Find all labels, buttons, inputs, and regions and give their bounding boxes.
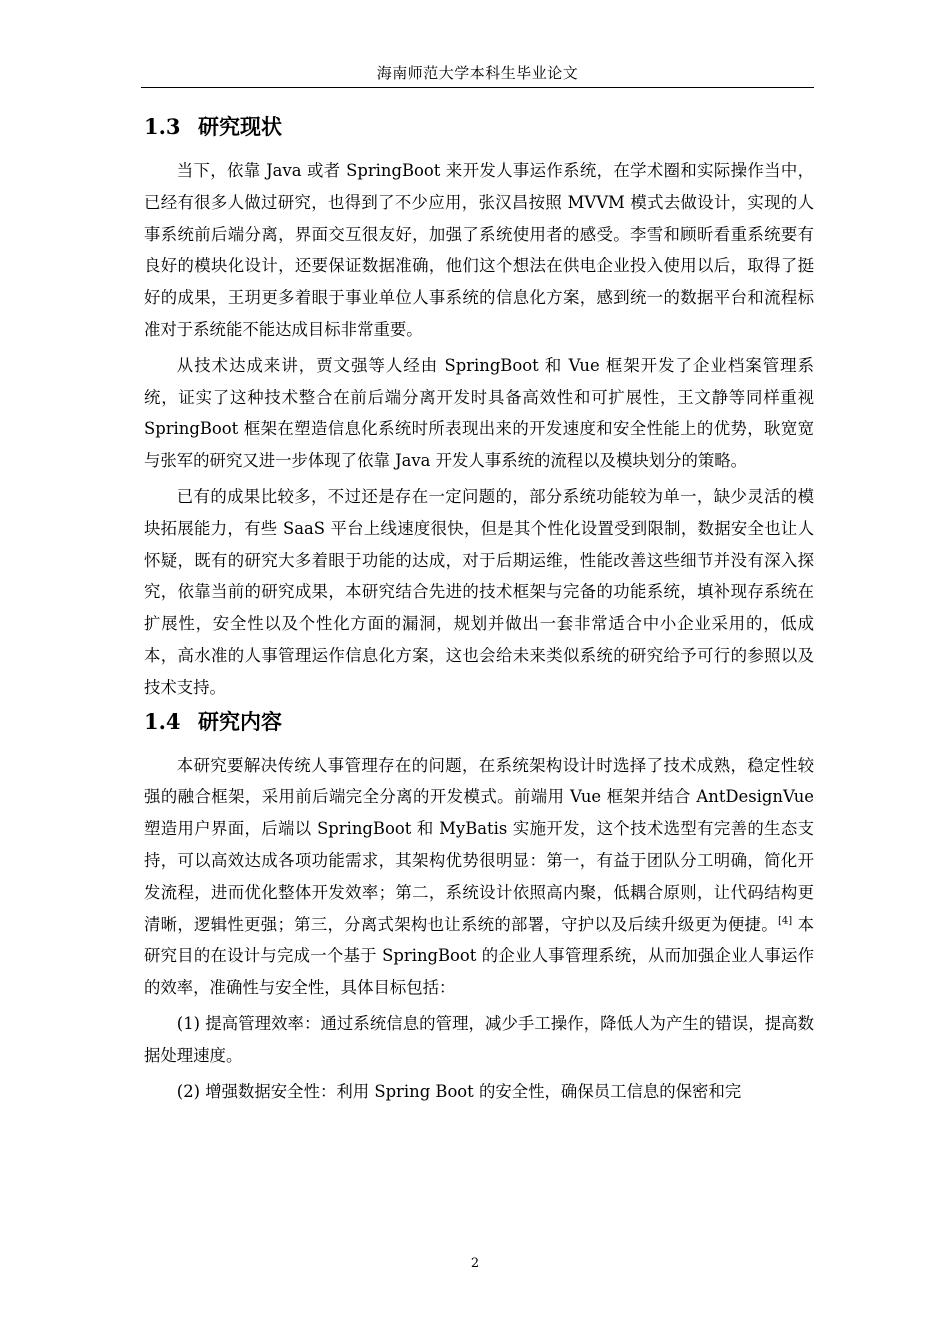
header-rule bbox=[141, 87, 814, 88]
paragraph: 从技术达成来讲，贾文强等人经由 SpringBoot 和 Vue 框架开发了企业档案管理系统，证实了这种技术整合在前后端分离开发时具备高效性和可扩展性，王文静等同样重视 SpringBoot 框架在塑造信息化系统时所表现出来的开发速度和安全性能上的优势，耿宽宽与张军的研究又进一步体现了依靠 Java 开发人事系统的流程以及模块划分的策略。 bbox=[144, 355, 814, 471]
section-title: 研究内容 bbox=[198, 708, 282, 734]
goal-item: (2) 增强数据安全性：利用 Spring Boot 的安全性，确保员工信息的保密和完 bbox=[176, 1081, 742, 1101]
paragraph: 当下，依靠 Java 或者 SpringBoot 来开发人事运作系统，在学术圈和实际操作当中，已经有很多人做过研究，也得到了不少应用，张汉昌按照 MVVM 模式去做设计，实现的人事系统前后端分离，界面交互很友好，加强了系统使用者的感受。李雪和顾昕看重系统要有良好的模块化设计，还要保证数据准确，他们这个想法在供电企业投入使用以后，取得了挺好的成果，王玥更多着眼于事业单位人事系统的信息化方案，感到统一的数据平台和流程标准对于系统能不能达成目标非常重要。 bbox=[144, 161, 814, 339]
intro-text-cont: 本研究目的在设计与完成一个基于 SpringBoot 的企业人事管理系统，从而加强企业人事运作的效率，准确性与安全性，具体目标包括： bbox=[144, 914, 815, 998]
section-number: 1.3 bbox=[144, 114, 181, 139]
goal-item: (1) 提高管理效率：通过系统信息的管理，减少手工操作，降低人为产生的错误，提高数据处理速度。 bbox=[144, 1013, 814, 1065]
section-number: 1.4 bbox=[144, 708, 181, 734]
page-number: 2 bbox=[470, 1256, 480, 1271]
intro-text: 本研究要解决传统人事管理存在的问题，在系统架构设计时选择了技术成熟，稳定性较强的融合框架，采用前后端完全分离的开发模式。前端用 Vue 框架并结合 AntDesignVue 塑造用户界面，后端以 SpringBoot 和 MyBatis 实施开发，这个技术选型有完善的生态支持，可以高效达成各项功能需求，其架构优势很明显：第一，有益于团队分工明确，简化开发流程，进而优化整体开发效率；第二，系统设计依照高内聚，低耦合原则，让代码结构更清晰，逻辑性更强；第三，分离式架构也让系统的部署，守护以及后续升级更为便捷。 bbox=[144, 755, 814, 934]
running-header: 海南师范大学本科生毕业论文 bbox=[376, 64, 579, 82]
section-heading-1-3 bbox=[144, 111, 814, 155]
section-title: 研究现状 bbox=[198, 114, 282, 139]
paragraph: 已有的成果比较多，不过还是存在一定问题的，部分系统功能较为单一，缺少灵活的模块拓展能力，有些 SaaS 平台上线速度很快，但是其个性化设置受到限制，数据安全也让人怀疑，既有的研究大多着眼于功能的达成，对于后期运维，性能改善这些细节并没有深入探究，依靠当前的研究成果，本研究结合先进的技术框架与完备的功能系统，填补现存系统在扩展性，安全性以及个性化方面的漏洞，规划并做出一套非常适合中小企业采用的，低成本，高水准的人事管理运作信息化方案，这也会给未来类似系统的研究给予可行的参照以及技术支持。 bbox=[144, 486, 814, 697]
paragraph bbox=[144, 750, 814, 1004]
body-content bbox=[144, 111, 814, 1107]
citation-ref: [4] bbox=[777, 915, 793, 927]
section-heading-1-4 bbox=[144, 706, 814, 750]
